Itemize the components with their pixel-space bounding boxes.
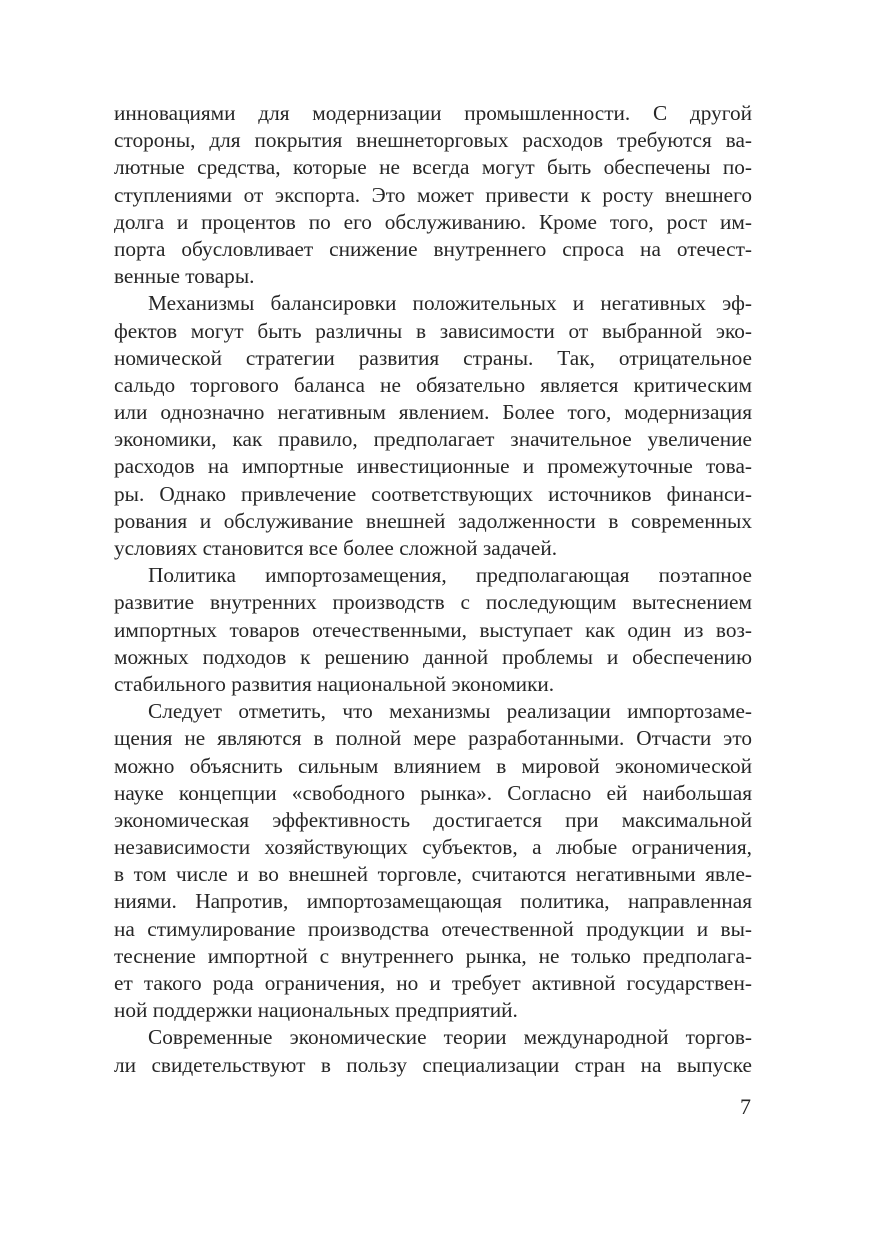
text-line: Политика импортозамещения, предполагающая поэтапное	[148, 563, 752, 588]
paragraph	[114, 100, 752, 290]
text-line: фектов могут быть различны в зависимости от выбранной эко-	[114, 318, 752, 343]
text-line: науке концепции «свободного рынка». Согласно ей наибольшая	[114, 780, 752, 805]
text-line: ной поддержки национальных предприятий.	[114, 998, 518, 1023]
text-line: стабильного развития национальной экономики.	[114, 671, 555, 696]
text-line: можно объяснить сильным влиянием в мировой экономической	[114, 753, 752, 778]
page-number: 7	[740, 1094, 751, 1119]
text-line: лютные средства, которые не всегда могут быть обеспечены по-	[114, 155, 752, 180]
text-line: порта обусловливает снижение внутреннего спроса на отечест-	[114, 236, 752, 261]
text-line: номической стратегии развития страны. Так, отрицательное	[114, 345, 752, 370]
text-line: щения не являются в полной мере разработанными. Отчасти это	[114, 726, 752, 751]
paragraph	[114, 290, 752, 562]
text-line: венные товары.	[114, 264, 255, 289]
text-line: ступлениями от экспорта. Это может привести к росту внешнего	[114, 182, 752, 207]
text-line: условиях становится все более сложной задачей.	[114, 536, 558, 560]
text-line: рования и обслуживание внешней задолженности в современных	[114, 508, 752, 533]
text-line: стороны, для покрытия внешнеторговых расходов требуются ва-	[114, 128, 752, 153]
text-line: ры. Однако привлечение соответствующих источников финанси-	[114, 481, 752, 506]
text-line: сальдо торгового баланса не обязательно является критическим	[114, 372, 752, 397]
text-line: независимости хозяйствующих субъектов, а любые ограничения,	[114, 835, 752, 860]
text-line: теснение импортной с внутреннего рынка, не только предполага-	[114, 943, 752, 968]
text-line: долга и процентов по его обслуживанию. Кроме того, рост им-	[114, 209, 752, 234]
text-line: экономики, как правило, предполагает значительное увеличение	[114, 427, 752, 452]
text-line: расходов на импортные инвестиционные и промежуточные това-	[114, 454, 752, 479]
text-line: в том числе и во внешней торговле, считаются негативными явле-	[114, 862, 752, 887]
paragraph	[114, 1024, 752, 1078]
text-line: Следует отметить, что механизмы реализации импортозаме-	[148, 699, 752, 724]
paragraph	[114, 698, 752, 1024]
text-line: экономическая эффективность достигается при максимальной	[114, 807, 752, 832]
text-line: импортных товаров отечественными, выступает как один из воз-	[114, 617, 752, 642]
text-line: на стимулирование производства отечественной продукции и вы-	[114, 916, 752, 941]
text-line: ли свидетельствуют в пользу специализации стран на выпуске	[114, 1052, 752, 1077]
text-line: развитие внутренних производств с последующим вытеснением	[114, 590, 752, 615]
body-text	[114, 100, 752, 1079]
text-line: Механизмы балансировки положительных и негативных эф-	[148, 291, 752, 316]
text-line: ет такого рода ограничения, но и требует активной государствен-	[114, 971, 752, 995]
text-line: инновациями для модернизации промышленности. С другой	[114, 101, 752, 125]
paragraph	[114, 562, 752, 698]
text-line: ниями. Напротив, импортозамещающая политика, направленная	[114, 889, 752, 914]
text-line: или однозначно негативным явлением. Более того, модернизация	[114, 400, 752, 425]
text-line: можных подходов к решению данной проблемы и обеспечению	[114, 644, 752, 669]
text-line: Современные экономические теории международной торгов-	[148, 1025, 752, 1050]
